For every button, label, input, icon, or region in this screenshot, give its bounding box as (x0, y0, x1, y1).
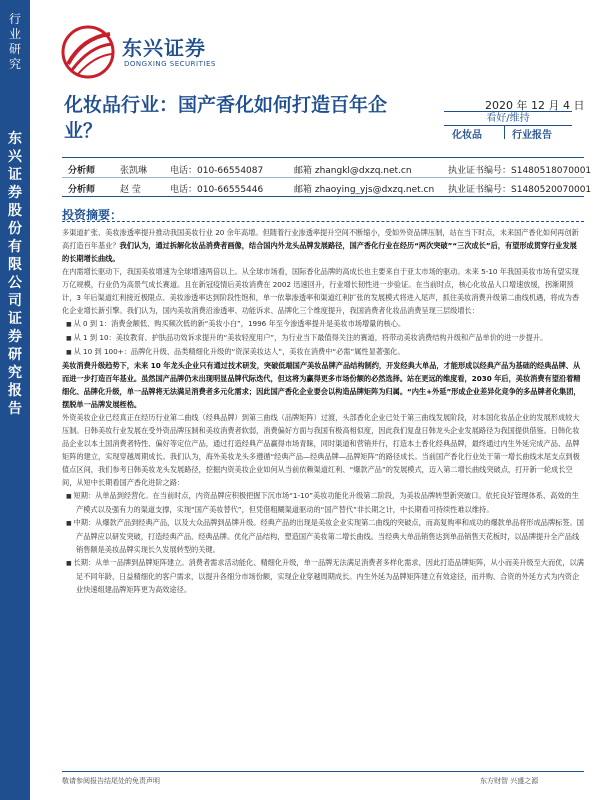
sidebar-report-type: 行业研究 (8, 12, 21, 71)
bullet-icon: ■ (66, 560, 74, 567)
analyst-name: 张凯琳 (120, 166, 148, 176)
bullet-icon: ■ (66, 335, 74, 342)
stage-item: ■ 短期：从单品到经营化。在当前时点，内资品牌应积极把握下沉市场“1-10”美妆功能化升级第二阶段，为美妆品牌转型新突破口。依托良好管理体系、高效的生产模式以及强有力的渠道支撑，实现“国产美妆替代”，但凭借粗糊渠道驱动的“国产替代”非长期之计，中长期看可持续性难以维持。 (66, 491, 579, 514)
logo-swoosh-icon (60, 24, 116, 80)
footer-slogan: 东方财智 兴盛之源 (480, 777, 539, 785)
analyst-email: 邮箱 zhaoying_yjs@dxzq.net.cn (294, 185, 435, 195)
bullet-icon: ■ (66, 493, 74, 500)
analyst-cert: 执业证书编号：S1480520070001 (448, 185, 592, 195)
analyst-row (62, 177, 592, 196)
upgrade-paragraph: 美妆消费升级趋势下，未来 10 年龙头企业只有通过技术研发，突破低端国产美妆品牌产品结构制约，开发经典大单品，才能形成以经典产品为基础的经典品牌、从而进一步打造百年基业。虽然国产品牌仍未出现明显品牌代际迭代，但这将为赢得更多市场份额的必然选择。站在更远的维度看，2030 年后，美妆消费有望沿着精细化、品牌化升级，单一品牌将无法满足消费者多元化需求；因此国产香化企业要会以构造品牌矩阵为归属。“内生+外延”形成企业差异化竞争的多品牌者化集团，摆脱单一品牌发展桎梏。 (62, 361, 581, 409)
intro-emphasis: 我们认为，通过拆解化妆品消费者画像，结合国内外龙头品牌发展路径，国产香化行业在经历“两次突破”“三次成长”后，有望形成贯穿行业发展的长期增长曲线。 (62, 241, 577, 263)
footer-divider (62, 771, 584, 772)
bullet-icon: ■ (66, 520, 74, 527)
summary-divider (62, 221, 584, 223)
rating-badge: 看好/维持 (444, 111, 572, 126)
level-item: ■ 从 1 到 10：美妆教育、护肤品功效诉求提升的“美妆轻度用户”，为行业当下最值得关注的赛道，将带动美妆消费结构升级和产品单价的进一步提升。 (66, 333, 548, 342)
summary-heading: 投资摘要： (62, 208, 123, 222)
report-title: 化妆品行业：国产香化如何打造百年企业？ (64, 94, 388, 142)
level-item: ■ 从 0 到 1：消费金额低、购买频次低的新“美妆小白”，1996 年至今渗透率提升是美妆市场增量的核心。 (66, 319, 406, 328)
analyst-row (62, 158, 592, 178)
company-logo (60, 24, 230, 80)
bullet-icon: ■ (66, 321, 74, 328)
stage-item: ■ 长期：从单一品牌到品牌矩阵建立。消费者需求活动能化、精细化升级，单一品牌无法满足消费者多样化需求，因此打造品牌矩阵，从小而美升级至大而优，以满足不同年龄、日益精细化的客户需求，以提升各细分市场份额，实现企业穿越周期成长。内生外延为品牌矩阵建立有效途径，而并购、合资的外延方式为内资企业快速组建品牌矩阵更为高效途径。 (66, 558, 584, 594)
rating-box (444, 111, 572, 141)
category-divider (504, 126, 505, 139)
intro-paragraph: 多渠道扩张、美妆渗透率提升推动我国美妆行业 20 余年高增。但随着行业渗透率提升空间不断缩小，受如外资品牌压制，站在当下时点，未来国产香化如何再创新高打造百年基业？我们认为，通过拆解化妆品消费者画像，结合国内外龙头品牌发展路径，国产香化行业在经历“两次突破”“三次成长”后，有望形成贯穿行业发展的长期增长曲线。 (62, 228, 579, 263)
sidebar (0, 0, 30, 800)
market-paragraph: 在内需增长驱动下，我国美妆增速为全球增速两倍以上。从全球市场看，国际香化品牌的高成长也主要来自于亚太市场的驱动。未来 5-10 年我国美妆市场有望实现万亿规模，行业仍为高景气成长赛道。且在新冠疫情后美妆消费在 2002 迅速回升，行业增长韧性进一步验证。在当前时点，核心化妆品人口增速放缓，拐渐期预计，3 年后渠道红利接近极限点、美妆渗透率达到阶段性饱和，单一依靠渗透率和渠道红利扩张的发展模式将进入尾声，抓住美妆消费升级第二曲线机遇，将成为香化企业增长新引擎。我们认为，国内美妆消费沿渗透率、功能诉求、品牌化三个维度提升，我国消费者化妆品消费呈现三层级增长： (62, 267, 580, 315)
international-paragraph: 外资美妆企业已经真正在经历行业第二曲线（经典品牌）到第三曲线（品牌矩阵）过渡，头部香化企业已处于第三曲线发展阶段，对本国化妆品企业的发展形成较大压制。日韩美妆行业发展在受外资品牌压制和美妆消费者软弱，消费偏好方面与我国有极高相似度，因此我们复盘日韩龙头企业发展路径为我国提供借鉴。日韩化妆品企业以本土国消费者特性、偏好等定位产品，通过打造经典产品赢得市场青睐，同时渠道和营销并行，打造本土香化经典品牌，最终通过内生外延完成产品、品牌矩阵的建立，实现穿越周期成长。我们认为，海外美妆龙头多遵循“经典产品—经典品牌—品牌矩阵”的路径成长。当前国产香化行业处于第一增长曲线末尾支点到极值点区间，我们参考日韩美妆龙头发展路径，挖掘内资美妆企业如何从当前依赖渠道红利、“爆款产品”的发展模式，迈入第二增长曲线突破点，打开新一轮成长空间，从短中长期看国产香化进阶之路： (62, 413, 580, 487)
report-date: 2020 年 12 月 4 日 (485, 99, 585, 112)
analyst-name: 赵 莹 (120, 185, 141, 195)
footer-disclaimer: 敬请参阅报告结尾处的免责声明 (62, 777, 160, 785)
analyst-table (62, 157, 592, 197)
summary-body (62, 226, 584, 760)
analyst-role: 分析师 (68, 185, 96, 195)
category-industry: 化妆品 (452, 130, 482, 141)
stage-item: ■ 中期：从爆款产品到经典产品，以及大众品牌到品牌升级。经典产品的出现是美妆企业实现第二曲线的突破点，而高复购率和成功的爆款单品将形成品牌标签。国产品牌应以研发突破，打造经典产品、经典品牌。优化产品结构，塑造国产美妆第二增长曲线。当经典大单品销售达到单品销售天花板时，以品牌提升全产品线销售额是美妆品牌实现长久发展转型的关键。 (66, 518, 584, 554)
analyst-phone: 电话：010-66555446 (170, 185, 264, 195)
logo-cn-text: 东兴证券 (122, 36, 206, 60)
level-item: ■ 从 10 到 100+：品牌化升级、品类精细化升级的“资深美妆达人”，美妆在消费中“必需”属性显著强化。 (66, 347, 405, 356)
logo-en-text: DONGXING SECURITIES (124, 60, 216, 68)
analyst-cert: 执业证书编号：S1480518070001 (448, 166, 592, 176)
category-report-type: 行业报告 (512, 130, 552, 141)
bullet-icon: ■ (66, 349, 74, 356)
analyst-email: 邮箱 zhangkl@dxzq.net.cn (294, 166, 412, 176)
analyst-role: 分析师 (68, 166, 96, 176)
analyst-phone: 电话：010-66554087 (170, 166, 264, 176)
sidebar-company-name: 东兴证券股份有限公司证券研究报告 (8, 131, 22, 417)
